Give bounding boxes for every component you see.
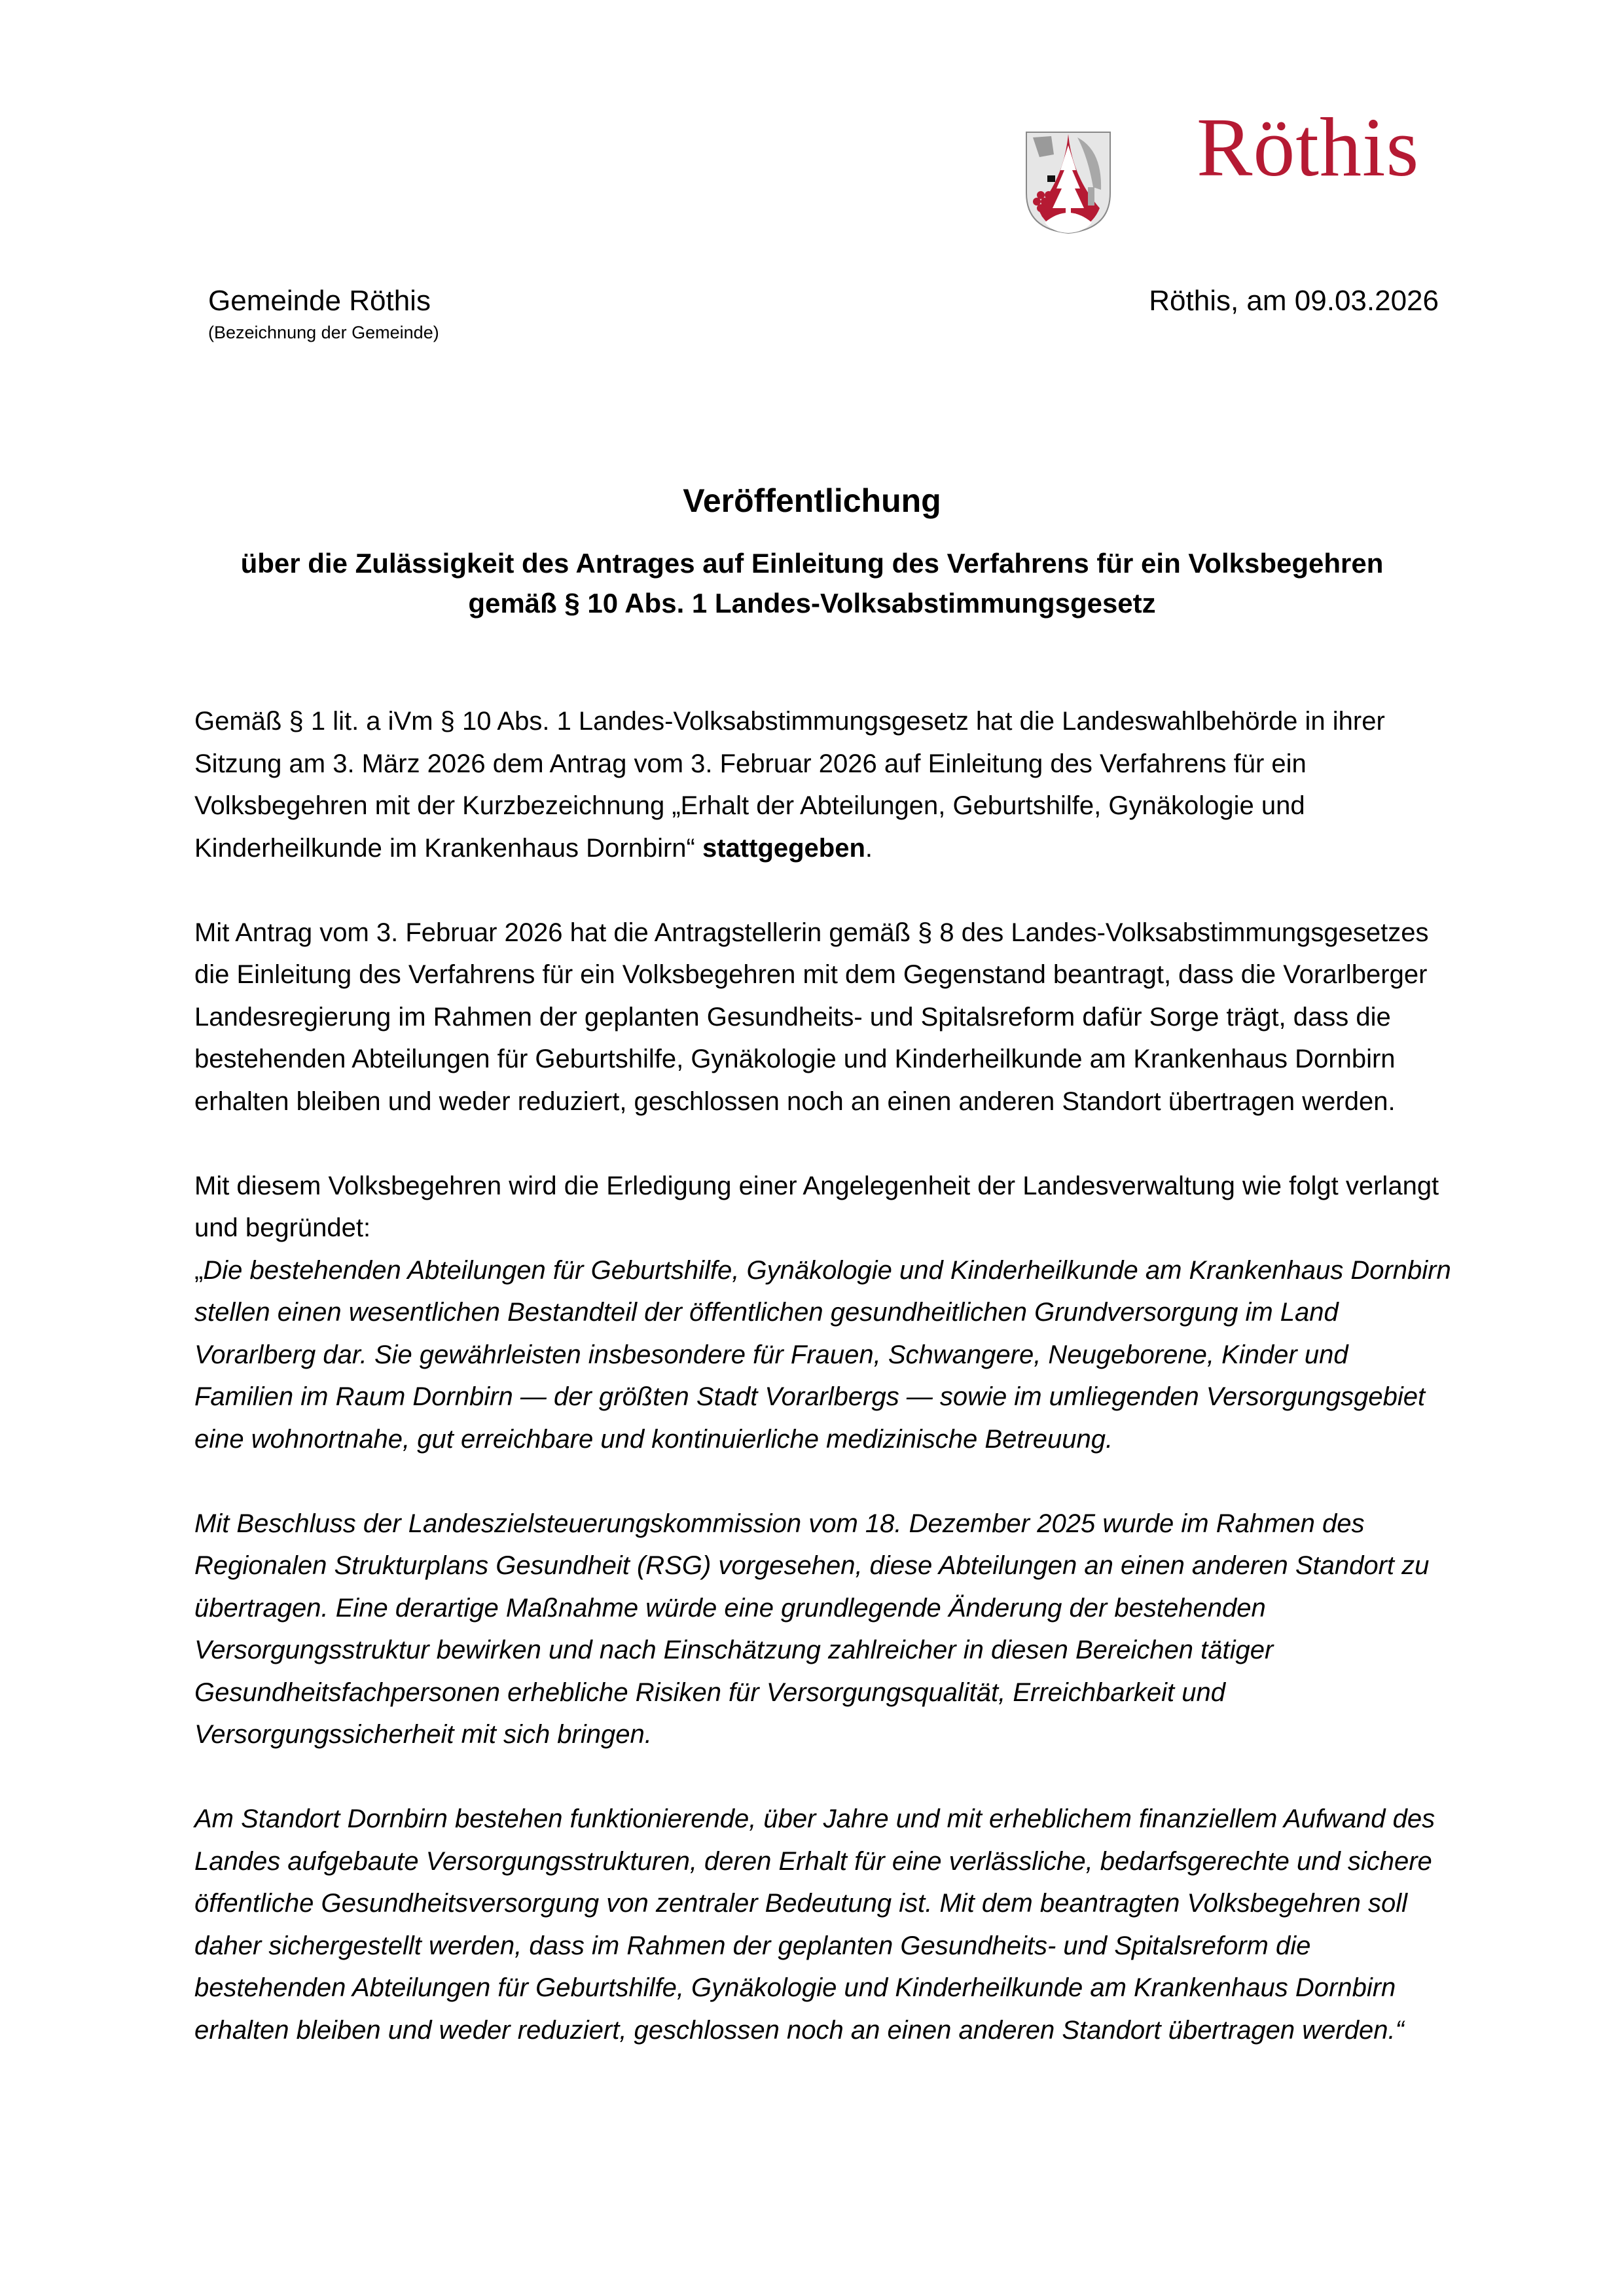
municipality-wordmark: Röthis bbox=[1197, 101, 1420, 194]
document-body bbox=[194, 700, 1451, 2094]
document-title: Veröffentlichung bbox=[683, 482, 941, 519]
paragraph-decision bbox=[194, 700, 1451, 869]
paragraph-application: Mit Antrag vom 3. Februar 2026 hat die Antragstellerin gemäß § 8 des Landes-Volksabstimmungsgesetzes die Einleitung des Verfahrens für ein Volksbegehren mit dem Gegenstand beantragt, dass die Vorarlberger Landesregierung im Rahmen der geplanten Gesundheits- und Spitalsreform dafür Sorge trägt, dass die bestehenden Abteilungen für Geburtshilfe, Gynäkologie und Kinderheilkunde am Krankenhaus Dornbirn erhalten bleiben und weder reduziert, geschlossen noch an einen anderen Standort übertragen werden. bbox=[194, 918, 1429, 1116]
subtitle-line-2: gemäß § 10 Abs. 1 Landes-Volksabstimmungsgesetz bbox=[468, 588, 1156, 619]
justification-quote: Die bestehenden Abteilungen für Geburtshilfe, Gynäkologie und Kinderheilkunde am Krankenhaus Dornbirn stellen einen wesentlichen Bestandteil der öffentlichen gesundheitlichen Grundversorgung im Land Vorarlberg dar. Sie gewährleisten insbesondere für Frauen, Schwangere, Neugeborene, Kinder und Familien im Raum Dornbirn — der größten Stadt Vorarlbergs — sowie im umliegenden Versorgungsgebiet eine wohnortnahe, gut erreichbare und kontinuierliche medizinische Betreuung. bbox=[194, 1255, 1451, 1454]
subtitle-line-1: über die Zulässigkeit des Antrages auf Einleitung des Verfahrens für ein Volksbegehren bbox=[240, 548, 1384, 579]
document-subtitle bbox=[0, 543, 1624, 623]
coat-of-arms-icon bbox=[1025, 131, 1111, 234]
decision-emphasis: stattgegeben bbox=[702, 833, 865, 863]
quote-open: „ bbox=[194, 1255, 204, 1285]
sender-block bbox=[208, 283, 439, 344]
paragraph-text: Gemäß § 1 lit. a iVm § 10 Abs. 1 Landes-Volksabstimmungsgesetz hat die Landeswahlbehörde in ihrer Sitzung am 3. März 2026 dem Antrag vom 3. Februar 2026 auf Einleitung des Verfahrens für ein Volksbegehren mit der Kurzbezeichnung „Erhalt der Abteilungen, Geburtshilfe, Gynäkologie und Kinderheilkunde im Krankenhaus Dornbirn“ bbox=[194, 707, 1385, 863]
paragraph-justification bbox=[194, 1165, 1451, 1461]
paragraph-location-dornbirn: Am Standort Dornbirn bestehen funktionierende, über Jahre und mit erheblichem finanziellem Aufwand des Landes aufgebaute Versorgungsstrukturen, deren Erhalt für eine verlässliche, bedarfsgerechte und sichere öffentliche Gesundheitsversorgung von zentraler Bedeutung ist. Mit dem beantragten Volksbegehren soll daher sichergestellt werden, dass im Rahmen der geplanten Gesundheits- und Spitalsreform die bestehenden Abteilungen für Geburtshilfe, Gynäkologie und Kinderheilkunde am Krankenhaus Dornbirn erhalten bleiben und weder reduziert, geschlossen noch an einen anderen Standort übertragen werden.“ bbox=[194, 1804, 1435, 2045]
sender-note: (Bezeichnung der Gemeinde) bbox=[208, 323, 439, 342]
sender-name: Gemeinde Röthis bbox=[208, 285, 431, 317]
date-line: Röthis, am 09.03.2026 bbox=[1149, 285, 1439, 317]
paragraph-rsg-decision: Mit Beschluss der Landeszielsteuerungskommission vom 18. Dezember 2025 wurde im Rahmen des Regionalen Strukturplans Gesundheit (RSG) vorgesehen, diese Abteilungen an einen anderen Standort zu übertragen. Eine derartige Maßnahme würde eine grundlegende Änderung der bestehenden Versorgungsstruktur bewirken und nach Einschätzung zahlreicher in diesen Bereichen tätiger Gesundheitsfachpersonen erhebliche Risiken für Versorgungsqualität, Erreichbarkeit und Versorgungssicherheit mit sich bringen. bbox=[194, 1509, 1430, 1749]
paragraph-end: . bbox=[865, 833, 873, 863]
justification-intro: Mit diesem Volksbegehren wird die Erledigung einer Angelegenheit der Landesverwaltung wie folgt verlangt und begründet: bbox=[194, 1171, 1439, 1242]
